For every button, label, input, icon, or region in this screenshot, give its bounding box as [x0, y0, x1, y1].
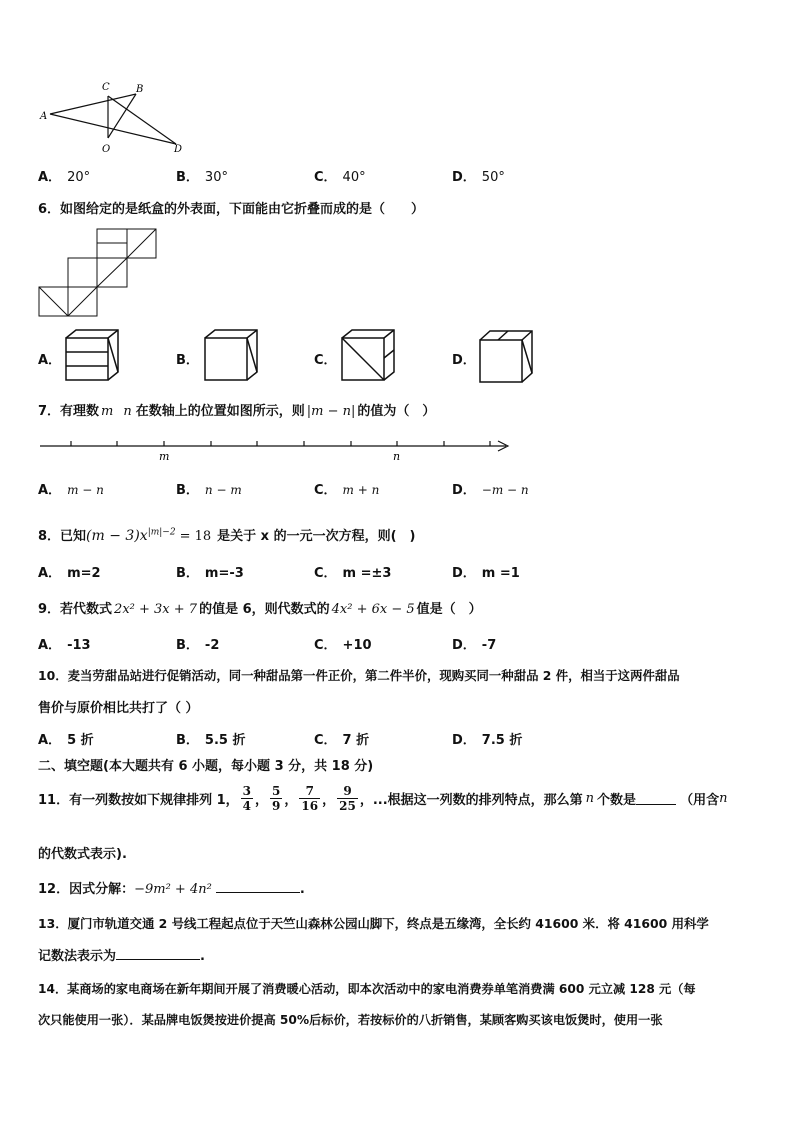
- q10-stem-line1: 10．麦当劳甜品站进行促销活动，同一种甜品第一件正价，第二件半价，现购买同一种甜品 2 件，相当于这两件甜品: [38, 668, 680, 683]
- option-letter: A．: [38, 566, 62, 581]
- q5-geometry-figure: [36, 78, 196, 158]
- q6-option-d-cube: [478, 328, 538, 386]
- option-letter: B．: [176, 638, 199, 653]
- option-text: 5 折: [67, 733, 94, 748]
- option-letter: C．: [314, 566, 337, 581]
- fraction-denominator: 4: [242, 799, 252, 813]
- stem-text: （用含: [680, 793, 720, 808]
- option-letter: B．: [176, 483, 199, 498]
- q5-option-b[interactable]: [176, 166, 228, 185]
- q6-option-b[interactable]: [176, 349, 205, 368]
- q11-stem: 11．有一列数按如下规律排列 1， $\frac{3}{4}$ ， $\frac{5}{9}$ ， $\frac{7}{16}$ ， $\frac{9}{25}$ ，...根据这一列数的排列特点，那么第 n 个数是 （用含 n: [38, 784, 728, 813]
- q10-option-c[interactable]: [314, 729, 375, 748]
- option-text: 7 折: [342, 733, 370, 748]
- q8-option-c[interactable]: [314, 562, 397, 581]
- equation-rhs: = 18: [179, 529, 212, 544]
- q14-stem-line1: 14．某商场的家电商场在新年期间开展了消费暖心活动，即本次活动中的家电消费券单笔消费满 600 元立减 128 元（每: [38, 982, 696, 996]
- q12-stem: [38, 878, 305, 897]
- stem-text: .: [299, 882, 305, 897]
- stem-text: 7．有理数: [38, 404, 100, 419]
- option-letter: D．: [452, 353, 476, 368]
- answer-blank[interactable]: [216, 880, 300, 893]
- label-C: C: [102, 82, 110, 93]
- q10-option-a[interactable]: [38, 729, 100, 748]
- option-letter: C．: [314, 638, 337, 653]
- option-text: 7.5 折: [481, 733, 523, 748]
- option-text: 40°: [342, 170, 366, 185]
- fraction-denominator: 9: [272, 799, 281, 813]
- expression: −9m² + 4n²: [134, 882, 212, 897]
- equation-base: (m − 3)x: [86, 528, 148, 544]
- q7-option-d[interactable]: [452, 479, 529, 498]
- fraction-denominator: 25: [339, 799, 356, 813]
- option-letter: B．: [176, 733, 199, 748]
- option-letter: A．: [38, 170, 62, 185]
- q9-option-d[interactable]: [452, 634, 502, 653]
- fraction-denominator: 16: [301, 799, 319, 813]
- q6-option-b-cube: [203, 328, 261, 384]
- q10-option-d[interactable]: [452, 729, 528, 748]
- option-text: −m − n: [481, 483, 529, 497]
- section-heading: 二、填空题(本大题共有 6 小题，每小题 3 分，共 18 分): [38, 759, 374, 774]
- q13-stem-line1: 13．厦门市轨道交通 2 号线工程起点位于天竺山森林公园山脚下，终点是五缘湾，全长约 41600 米．将 41600 用科学: [38, 916, 709, 931]
- q7-option-b[interactable]: [176, 479, 242, 498]
- q11-stem-line2: 的代数式表示).: [38, 847, 127, 862]
- stem-text: 个数是: [597, 793, 637, 808]
- q9-option-b[interactable]: [176, 634, 225, 653]
- label-D: D: [174, 144, 183, 155]
- option-letter: D．: [452, 170, 476, 185]
- q6-option-c[interactable]: [314, 349, 343, 368]
- answer-blank[interactable]: [636, 792, 676, 805]
- option-letter: D．: [452, 733, 476, 748]
- label-A: A: [40, 111, 48, 122]
- stem-text: 11．有一列数按如下规律排列 1，: [38, 793, 239, 808]
- fraction-numerator: 3: [242, 784, 252, 798]
- q6-option-a[interactable]: [38, 349, 67, 368]
- q8-stem: [38, 525, 415, 544]
- var-n: n: [719, 791, 728, 806]
- option-letter: D．: [452, 566, 476, 581]
- option-letter: C．: [314, 170, 337, 185]
- q7-number-line: [38, 438, 513, 464]
- fraction-numerator: 5: [272, 784, 281, 798]
- label-O: O: [102, 144, 111, 155]
- q7-option-a[interactable]: [38, 479, 104, 498]
- axis-label-m: m: [159, 450, 170, 463]
- fraction: [270, 784, 282, 813]
- stem-text: 12．因式分解：: [38, 882, 135, 897]
- option-text: 5.5 折: [204, 733, 246, 748]
- stem-text: .: [200, 949, 205, 964]
- equation-exponent: |m|−2: [147, 527, 176, 538]
- option-letter: B．: [176, 566, 199, 581]
- q7-option-c[interactable]: [314, 479, 379, 498]
- option-text: m=-3: [204, 566, 244, 581]
- option-text: 20°: [67, 170, 91, 185]
- stem-text: 的值是 6，则代数式的: [199, 602, 330, 617]
- answer-blank[interactable]: [116, 947, 200, 960]
- q10-option-b[interactable]: [176, 729, 251, 748]
- option-text: +10: [342, 638, 372, 653]
- fraction: [241, 784, 253, 813]
- stem-text: 的值为（ ）: [357, 404, 436, 419]
- stem-text: 记数法表示为: [38, 949, 117, 964]
- option-text: 30°: [204, 170, 228, 185]
- q9-stem: [38, 598, 482, 617]
- option-letter: D．: [452, 638, 476, 653]
- q6-option-a-cube: [64, 328, 122, 384]
- abs-expression: |m − n|: [306, 404, 356, 419]
- q6-stem: 6．如图给定的是纸盒的外表面，下面能由它折叠而成的是（ ）: [38, 202, 425, 217]
- fraction-numerator: 7: [299, 784, 320, 799]
- stem-text: 8．已知: [38, 529, 87, 544]
- option-text: m =1: [481, 566, 520, 581]
- fraction-numerator: 9: [337, 784, 358, 799]
- option-text: -7: [481, 638, 497, 653]
- option-letter: A．: [38, 353, 62, 368]
- option-letter: C．: [314, 483, 337, 498]
- q8-option-b[interactable]: [176, 562, 250, 581]
- option-letter: C．: [314, 733, 337, 748]
- q8-option-d[interactable]: [452, 562, 526, 581]
- q10-stem-line2: 售价与原价相比共打了（ ）: [38, 701, 199, 716]
- q13-stem-line2: [38, 945, 205, 964]
- option-text: n − m: [204, 483, 242, 497]
- q5-option-c[interactable]: [314, 166, 366, 185]
- stem-text: 值是（ ）: [416, 602, 482, 617]
- var-n: n: [585, 791, 595, 806]
- q6-cube-net-figure: [38, 228, 160, 320]
- q9-option-a[interactable]: [38, 634, 97, 653]
- option-text: m + n: [342, 483, 380, 497]
- option-text: 50°: [481, 170, 505, 185]
- option-text: m − n: [67, 483, 104, 497]
- q8-option-a[interactable]: [38, 562, 107, 581]
- fraction: [299, 784, 320, 813]
- label-B: B: [136, 84, 144, 95]
- option-letter: B．: [176, 353, 199, 368]
- option-text: m=2: [67, 566, 101, 581]
- option-letter: D．: [452, 483, 476, 498]
- expression-1: 2x² + 3x + 7: [114, 602, 198, 617]
- var-n: n: [123, 404, 132, 419]
- q9-option-c[interactable]: [314, 634, 378, 653]
- q6-option-c-cube: [340, 328, 398, 384]
- stem-text: 9．若代数式: [38, 602, 113, 617]
- stem-text: ，...根据这一列数的排列特点，那么第: [359, 793, 583, 808]
- option-letter: C．: [314, 353, 337, 368]
- option-letter: A．: [38, 483, 62, 498]
- option-letter: A．: [38, 638, 62, 653]
- fraction: [337, 784, 358, 813]
- q5-option-a[interactable]: [38, 166, 90, 185]
- q5-option-d[interactable]: [452, 166, 505, 185]
- option-text: m =±3: [342, 566, 392, 581]
- expression-2: 4x² + 6x − 5: [331, 602, 415, 617]
- stem-text: 在数轴上的位置如图所示，则: [135, 404, 305, 419]
- var-m: m: [101, 404, 114, 419]
- option-letter: B．: [176, 170, 199, 185]
- q14-stem-line2: 次只能使用一张）．某品牌电饭煲按进价提高 50%后标价，若按标价的八折销售，某顾客购买该电饭煲时，使用一张: [38, 1013, 663, 1027]
- axis-label-n: n: [393, 450, 401, 463]
- option-text: -2: [204, 638, 220, 653]
- option-letter: A．: [38, 733, 62, 748]
- stem-text: 是关于 x 的一元一次方程，则( ): [217, 529, 416, 544]
- q7-stem: [38, 400, 435, 419]
- option-text: -13: [67, 638, 91, 653]
